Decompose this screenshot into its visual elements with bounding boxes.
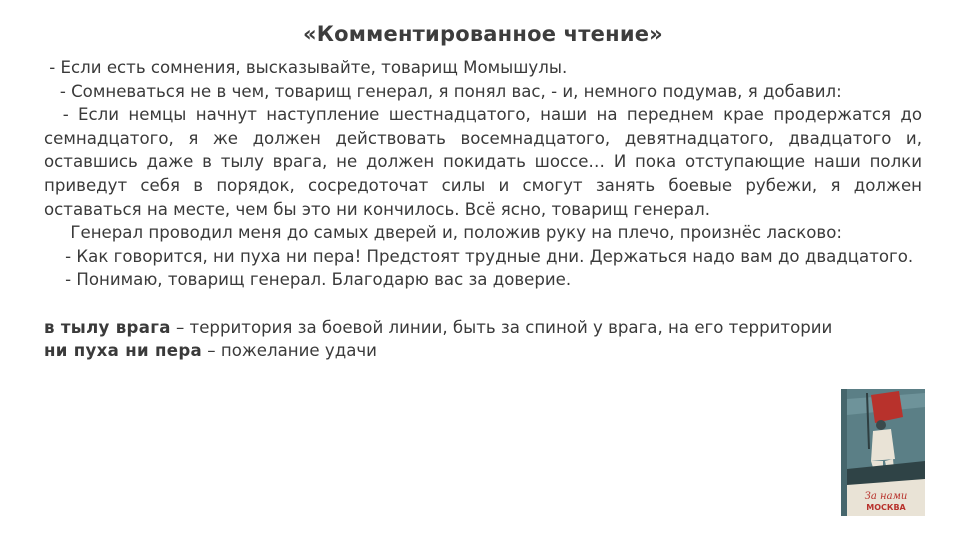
glossary-definition: – пожелание удачи bbox=[202, 341, 377, 361]
dialogue-line-2: - Сомневаться не в чем, товарищ генерал, я понял вас, - и, немного подумав, я добавил: bbox=[44, 81, 842, 101]
narration-line: Генерал проводил меня до самых дверей и, положив руку на плечо, произнёс ласково: bbox=[44, 223, 842, 243]
book-title-main: МОСКВА bbox=[866, 503, 906, 512]
text-block bbox=[44, 56, 928, 363]
dialogue-line-1: - Если есть сомнения, высказывайте, товарищ Момышулы. bbox=[44, 58, 568, 77]
glossary-term: в тылу врага bbox=[44, 317, 171, 337]
glossary-definition: – территория за боевой линии, быть за спиной у врага, на его территории bbox=[170, 317, 833, 337]
glossary-entry-2 bbox=[44, 339, 922, 363]
dialogue-line-5: - Понимаю, товарищ генерал. Благодарю вас за доверие. bbox=[44, 270, 572, 290]
glossary-term: ни пуха ни пера bbox=[44, 341, 202, 361]
book-title-script: За нами bbox=[864, 491, 908, 502]
dialogue-line-4: - Как говорится, ни пуха ни пера! Предстоят трудные дни. Держаться надо вам до двадцатого. bbox=[44, 246, 914, 266]
slide-title: «Комментированное чтение» bbox=[303, 22, 663, 46]
book-cover-image bbox=[841, 389, 925, 516]
dialogue-line-3: - Если немцы начнут наступление шестнадцатого, наши на переднем крае продержатся до семнадцатого, я же должен действовать восемнадцатого, девятнадцатого, двадцатого и, оставшись даже в тылу врага, не должен покидать шоссе… И пока отступающие наши полки приведут себя в порядок, сосредоточат силы и смогут занять боевые рубежи, я должен оставаться на месте, чем бы это ни кончилось. Всё ясно, товарищ генерал. bbox=[44, 105, 928, 219]
glossary-entry-1 bbox=[44, 316, 922, 340]
spacer bbox=[44, 292, 922, 316]
